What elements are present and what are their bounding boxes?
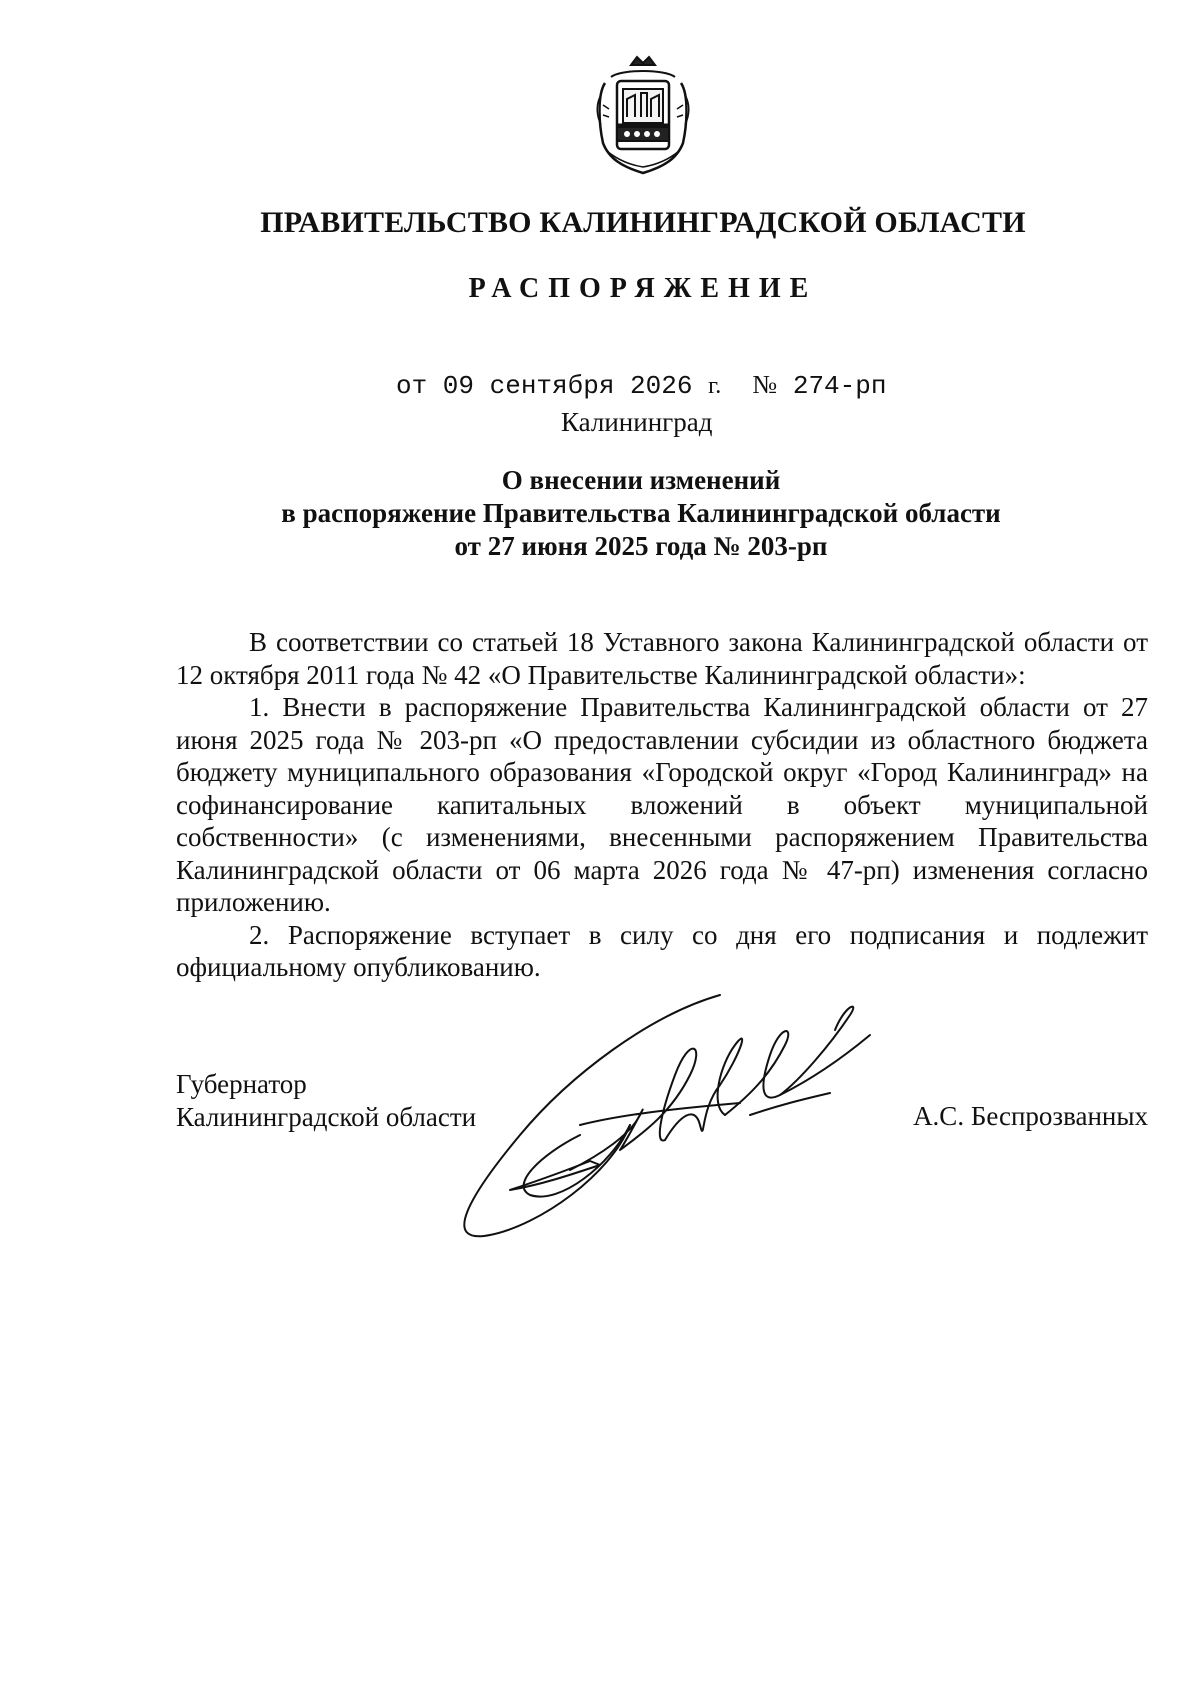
subject-line-1: О внесении изменений — [501, 465, 781, 495]
document-type-heading: РАСПОРЯЖЕНИЕ — [468, 273, 818, 304]
organization-heading: ПРАВИТЕЛЬСТВО КАЛИНИНГРАДСКОЙ ОБЛАСТИ — [260, 206, 1026, 239]
signatory-name: А.С. Беспрозванных — [913, 1101, 1148, 1131]
subject-line-3: от 27 июня 2025 года № 203-рп — [454, 531, 828, 561]
year-suffix: г. — [708, 373, 722, 399]
document-number: 274-рп — [792, 371, 887, 401]
city-name: Калининград — [561, 407, 713, 437]
document-subject — [176, 464, 1106, 563]
signatory-title — [176, 1068, 476, 1134]
item-1-paragraph: 1. Внести в распоряжение Правительства Калининградской области от 27 июня 2025 года № 203-рп «О предоставлении субсидии из областного бюджета бюджету муниципального образования «Городской округ «Город Калининград» на софинансирование капитальных вложений в объект муниципальной собственности» (с изменениями, внесенными распоряжением Правительства Калининградской области от 06 марта 2026 года № 47-рп) изменения согласно приложению. — [176, 692, 1148, 917]
coat-of-arms-emblem — [591, 55, 695, 175]
signatory-title-line-1: Губернатор — [176, 1069, 307, 1099]
handwritten-signature — [450, 985, 950, 1265]
preamble-paragraph: В соответствии со статьей 18 Уставного закона Калининградской области от 12 октября 2011 года № 42 «О Правительстве Калининградской области»: — [176, 627, 1148, 690]
signatory-title-line-2: Калининградской области — [176, 1102, 477, 1132]
date-and-number-line — [396, 370, 886, 401]
document-body — [176, 626, 1148, 984]
item-2-paragraph: 2. Распоряжение вступает в силу со дня его подписания и подлежит официальному опубликованию. — [176, 919, 1148, 982]
date-text: от 09 сентября 2026 — [396, 371, 693, 401]
subject-line-2: в распоряжение Правительства Калининградской области — [281, 498, 1001, 528]
number-sign: № — [752, 370, 778, 399]
